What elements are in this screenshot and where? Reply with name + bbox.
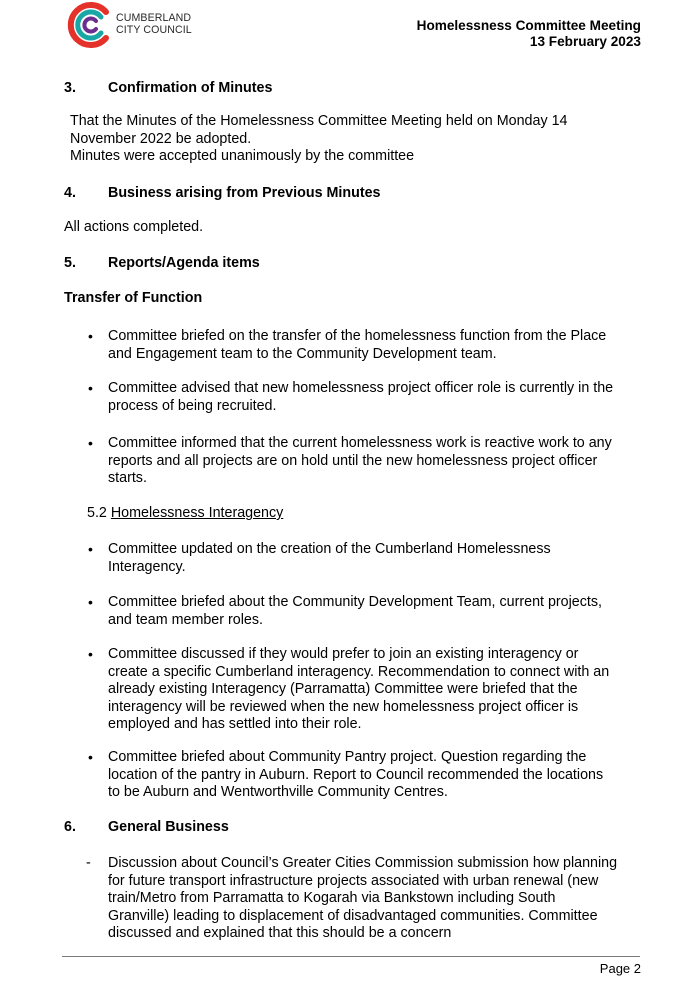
section-4-body: All actions completed. <box>64 219 204 235</box>
section-3-line: Minutes were accepted unanimously by the committee <box>70 148 415 165</box>
list-item <box>108 380 648 415</box>
section-3-number: 3. <box>64 80 76 96</box>
meeting-info <box>417 18 641 49</box>
list-item-line: reports and all projects are on hold until the new homelessness project officer <box>108 452 598 469</box>
list-item-line: to be Auburn and Wentworthville Community Centres. <box>108 784 448 801</box>
list-item <box>108 594 648 629</box>
section-6-number: 6. <box>64 819 76 835</box>
subsection-transfer-title: Transfer of Function <box>64 290 203 306</box>
list-item-line: location of the pantry in Auburn. Report to Council recommended the locations <box>108 766 604 783</box>
cumberland-logo-icon <box>66 0 114 50</box>
list-item-line: Interagency. <box>108 558 186 575</box>
list-item-line: Committee briefed about the Community Development Team, current projects, <box>108 594 602 610</box>
section-3-line: That the Minutes of the Homelessness Committee Meeting held on Monday 14 <box>70 113 568 129</box>
list-item-line: Committee updated on the creation of the Cumberland Homelessness <box>108 541 551 557</box>
list-item-line: create a specific Cumberland interagency. Recommendation to connect with an <box>108 663 610 680</box>
list-item <box>108 541 648 576</box>
council-name-line2: CITY COUNCIL <box>116 24 192 37</box>
list-item-line: starts. <box>108 470 147 487</box>
list-item-line: Discussion about Council’s Greater Cities Commission submission how planning <box>108 855 618 871</box>
council-name <box>116 12 192 37</box>
section-4-title: Business arising from Previous Minutes <box>108 185 381 201</box>
list-item-line: interagency will be reviewed when the new homelessness project officer is <box>108 698 579 715</box>
subsection-interagency-title: Homelessness Interagency <box>110 505 284 521</box>
list-item-line: employed and has settled into their role. <box>108 716 362 733</box>
list-item <box>108 749 648 802</box>
bullet-icon: • <box>88 646 93 662</box>
footer-divider <box>62 956 640 957</box>
bullet-icon: • <box>88 380 93 396</box>
subsection-interagency-heading <box>87 505 283 523</box>
bullet-icon: • <box>88 541 93 557</box>
council-name-line1: CUMBERLAND <box>116 12 192 24</box>
bullet-icon: • <box>88 328 93 344</box>
list-item <box>108 328 648 363</box>
list-item <box>108 435 648 488</box>
bullet-icon: • <box>88 594 93 610</box>
list-item <box>108 646 648 734</box>
list-item-line: Committee discussed if they would prefer to join an existing interagency or <box>108 646 579 662</box>
section-5-number: 5. <box>64 255 76 271</box>
list-item-line: process of being recruited. <box>108 397 277 414</box>
list-item-line: Committee briefed on the transfer of the homelessness function from the Place <box>108 328 607 344</box>
list-item-line: discussed and explained that this should be a concern <box>108 925 452 942</box>
list-item-line: Committee informed that the current homelessness work is reactive work to any <box>108 435 612 451</box>
list-item-line: already existing Interagency (Parramatta) Committee were briefed that the <box>108 681 578 698</box>
meeting-date: 13 February 2023 <box>529 33 641 49</box>
bullet-icon: • <box>88 435 93 451</box>
list-item-line: train/Metro from Parramatta to Kogarah via Bankstown including South <box>108 890 556 907</box>
section-4-number: 4. <box>64 185 76 201</box>
meeting-title: Homelessness Committee Meeting <box>416 18 641 33</box>
dash-icon: - <box>86 855 91 871</box>
list-item <box>108 855 648 943</box>
list-item-line: Committee advised that new homelessness project officer role is currently in the <box>108 380 614 396</box>
section-6-title: General Business <box>108 819 229 835</box>
subsection-number: 5.2 <box>87 505 107 521</box>
section-3-title: Confirmation of Minutes <box>108 80 273 96</box>
list-item-line: Committee briefed about Community Pantry project. Question regarding the <box>108 749 587 765</box>
page-number: Page 2 <box>599 961 641 976</box>
list-item-line: and Engagement team to the Community Development team. <box>108 345 497 362</box>
section-3-line: November 2022 be adopted. <box>70 130 252 147</box>
list-item-line: Granville) leading to displacement of disadvantaged communities. Committee <box>108 907 598 924</box>
section-3-body <box>70 113 630 166</box>
section-5-title: Reports/Agenda items <box>108 255 260 271</box>
list-item-line: for future transport infrastructure projects associated with urban renewal (new <box>108 872 599 889</box>
bullet-icon: • <box>88 749 93 765</box>
list-item-line: and team member roles. <box>108 611 263 628</box>
